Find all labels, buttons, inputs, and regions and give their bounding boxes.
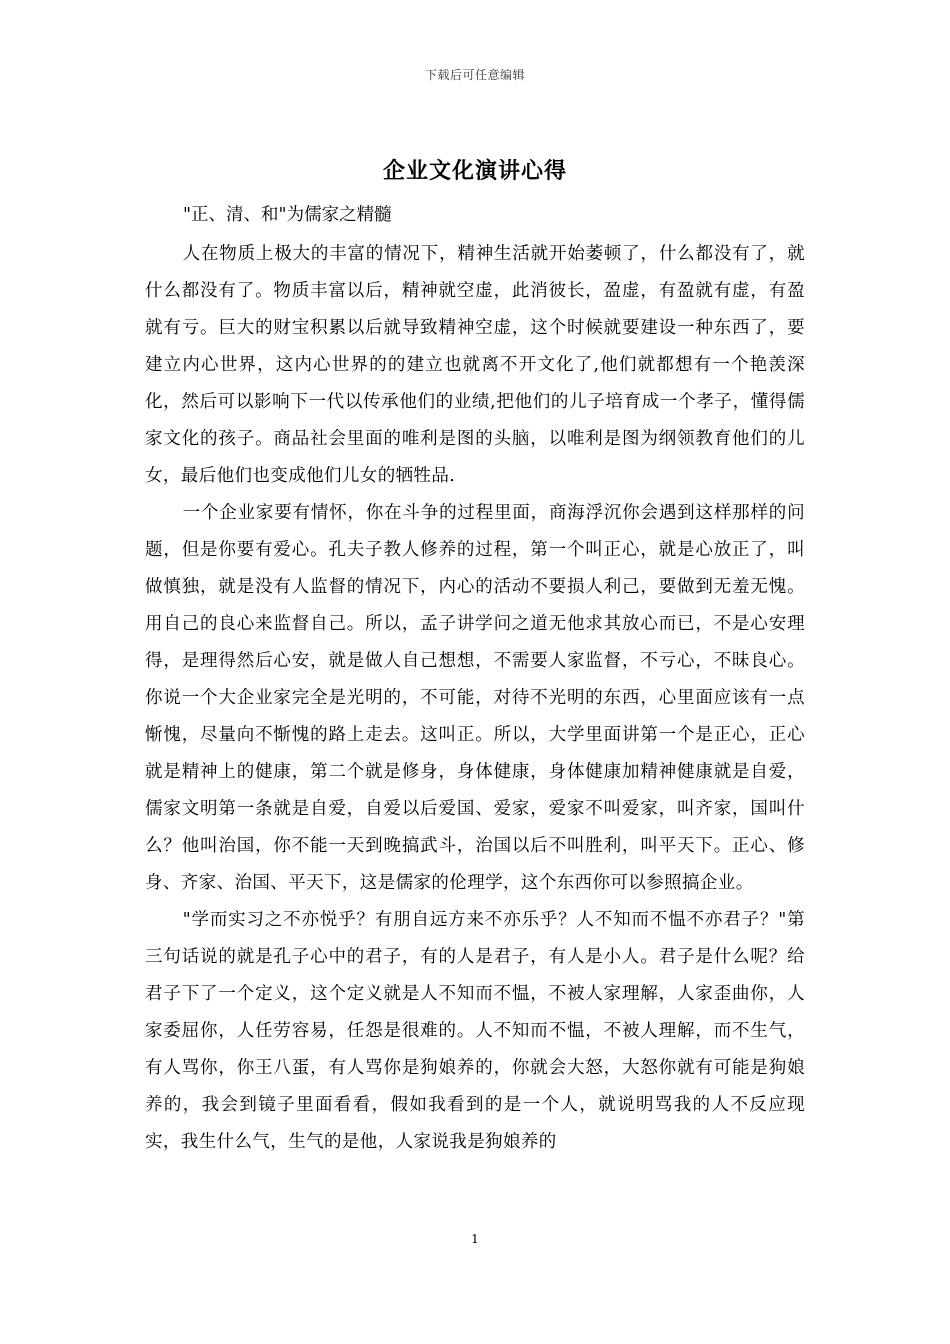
document-body — [145, 236, 805, 1161]
paragraph-1: 人在物质上极大的丰富的情况下，精神生活就开始萎顿了，什么都没有了，就什么都没有了。物质丰富以后，精神就空虚，此消彼长，盈虚，有盈就有虚，有盈就有亏。巨大的财宝积累以后就导致精神空虚，这个时候就要建设一种东西了，要建立内心世界，这内心世界的的建立也就离不开文化了,他们就都想有一个艳羡深化，然后可以影响下一代以传承他们的业绩,把他们的儿子培育成一个孝子，懂得儒家文化的孩子。商品社会里面的唯利是图的头脑，以唯利是图为纲领教育他们的儿女，最后他们也变成他们儿女的牺牲品. — [145, 244, 805, 486]
paragraph-2: 一个企业家要有情怀，你在斗争的过程里面，商海浮沉你会遇到这样那样的问题，但是你要有爱心。孔夫子教人修养的过程，第一个叫正心，就是心放正了，叫做慎独，就是没有人监督的情况下，内心的活动不要损人利己，要做到无羞无愧。用自己的良心来监督自己。所以，孟子讲学问之道无他求其放心而已，不是心安理得，是理得然后心安，就是做人自己想想，不需要人家监督，不亏心，不昧良心。你说一个大企业家完全是光明的，不可能，对待不光明的东西，心里面应该有一点惭愧，尽量向不惭愧的路上走去。这叫正。所以，大学里面讲第一个是正心，正心就是精神上的健康，第二个就是修身，身体健康，身体健康加精神健康就是自爱，儒家文明第一条就是自爱，自爱以后爱国、爱家，爱家不叫爱家，叫齐家，国叫什么？他叫治国，你不能一天到晚搞武斗，治国以后不叫胜利，叫平天下。正心、修身、齐家、治国、平天下，这是儒家的伦理学，这个东西你可以参照搞企业。 — [145, 503, 805, 893]
header-note: 下载后可任意编辑 — [424, 68, 525, 82]
page-number: 1 — [471, 1232, 479, 1246]
document-title: 企业文化演讲心得 — [382, 158, 567, 184]
document-subtitle: "正、清、和"为儒家之精髓 — [183, 205, 392, 225]
paragraph-3: "学而实习之不亦悦乎？有朋自远方来不亦乐乎？人不知而不愠不亦君子？"第三句话说的就是孔子心中的君子，有的人是君子，有人是小人。君子是什么呢？给君子下了一个定义，这个定义就是人不知而不愠，不被人家理解，人家歪曲你，人家委屈你，人任劳容易，任怨是很难的。人不知而不愠，不被人理解，而不生气，有人骂你，你王八蛋，有人骂你是狗娘养的，你就会大怒，大怒你就有可能是狗娘养的，我会到镜子里面看看，假如我看到的是一个人，就说明骂我的人不反应现实，我生什么气，生气的是他，人家说我是狗娘养的 — [145, 910, 805, 1152]
